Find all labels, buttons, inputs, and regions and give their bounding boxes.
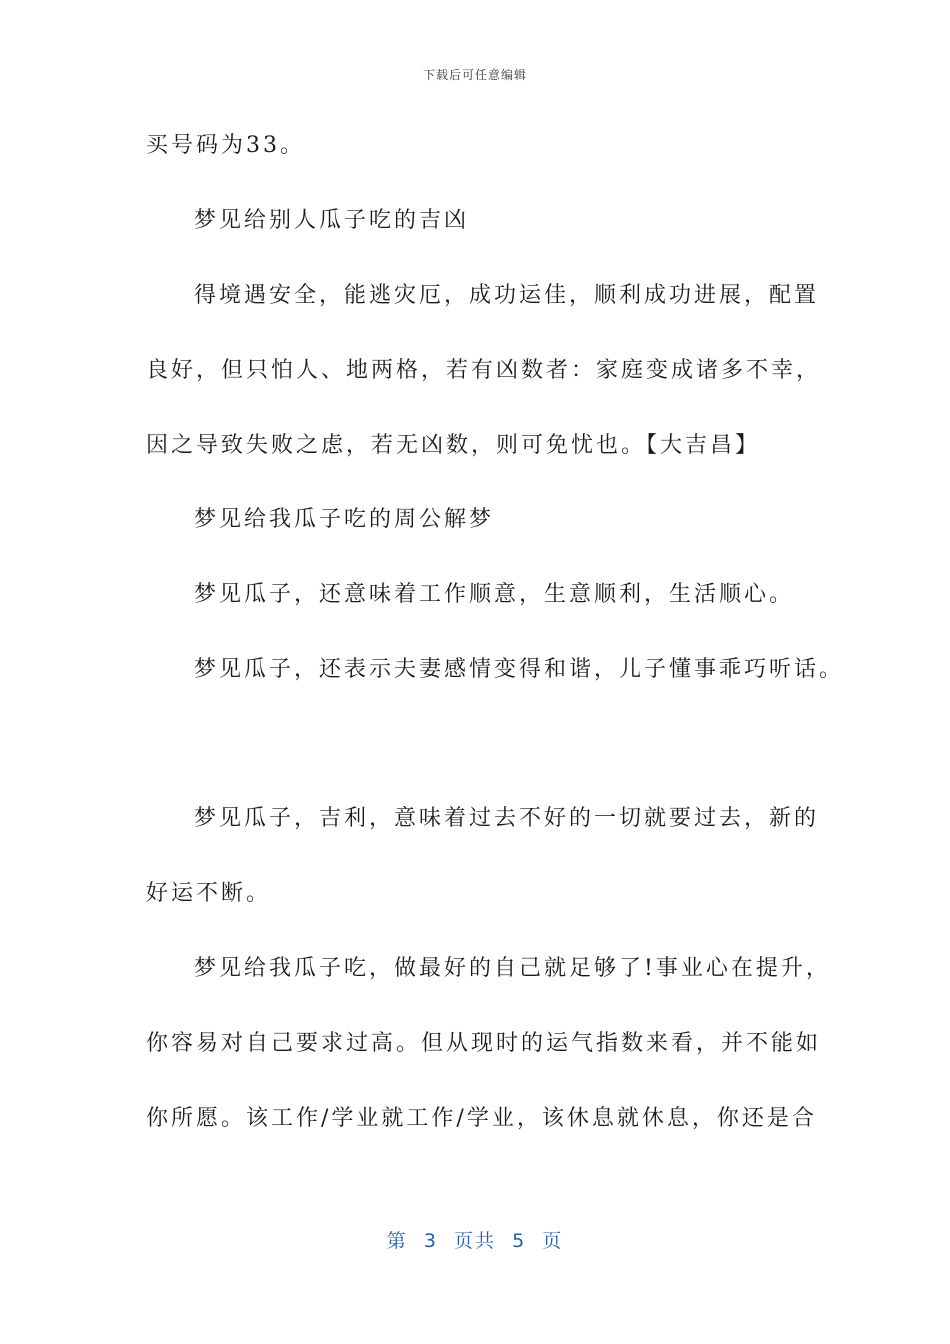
text-line: 好运不断。	[146, 881, 272, 906]
text-line: 因之导致失败之虑，若无凶数，则可免忧也。【大吉昌】	[146, 433, 761, 458]
text-line: 你所愿。该工作/学业就工作/学业，该休息就休息，你还是合	[146, 1106, 817, 1131]
text-line: 梦见瓜子，吉利，意味着过去不好的一切就要过去，新的	[194, 806, 820, 831]
section-heading: 梦见给我瓜子吃的周公解梦	[194, 507, 495, 532]
text-line: 你容易对自己要求过高。但从现时的运气指数来看，并不能如	[146, 1031, 822, 1056]
text-line: 梦见瓜子，还意味着工作顺意，生意顺利，生活顺心。	[194, 582, 795, 607]
section-heading: 梦见给别人瓜子吃的吉凶	[194, 208, 470, 233]
page-header: 下载后可任意编辑	[422, 68, 527, 82]
text-line: 梦见给我瓜子吃，做最好的自己就足够了!事业心在提升，	[194, 956, 831, 981]
text-line: 良好，但只怕人、地两格，若有凶数者：家庭变成诸多不幸，	[146, 358, 822, 383]
text-line: 梦见瓜子，还表示夫妻感情变得和谐，儿子懂事乖巧听话。	[194, 657, 845, 682]
text-line: 得境遇安全，能逃灾厄，成功运佳，顺利成功进展，配置	[194, 283, 820, 308]
page-number: 第 3 页共 5 页	[386, 1230, 564, 1252]
text-line: 买号码为33。	[146, 133, 305, 158]
